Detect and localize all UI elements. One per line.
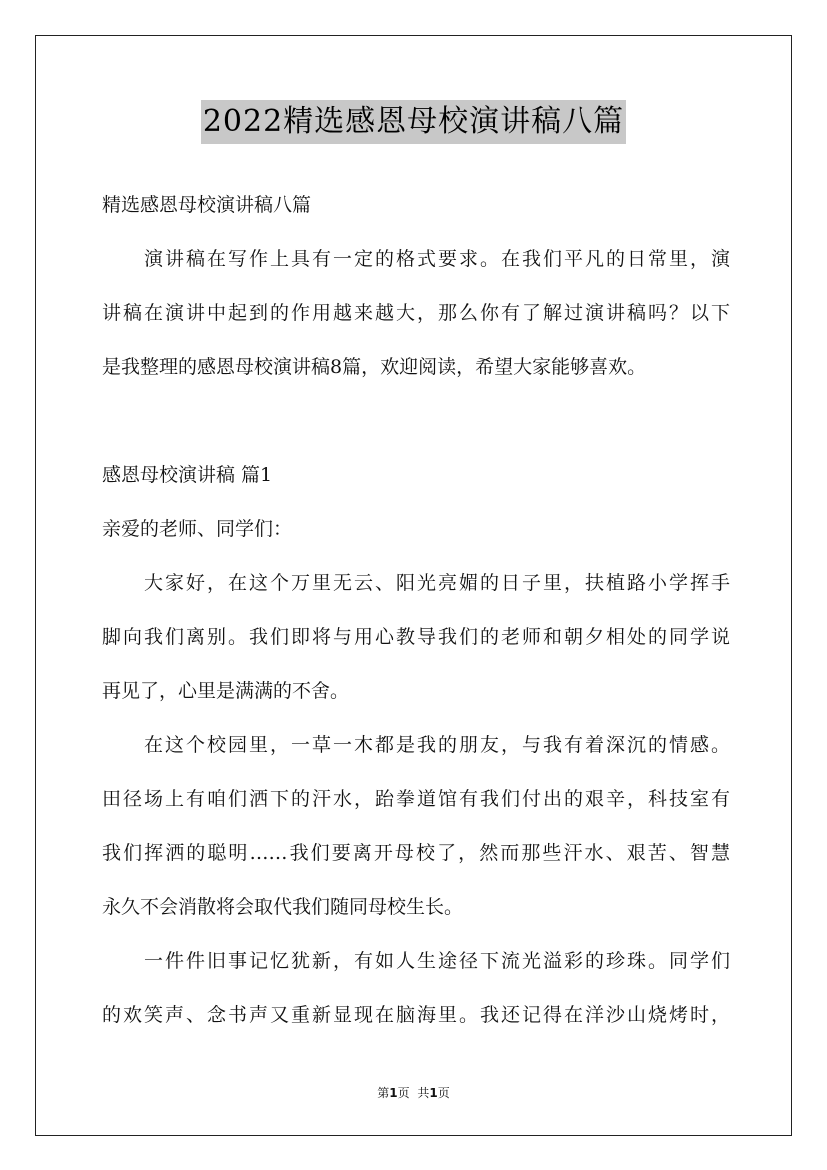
paragraph-line: 一件件旧事记忆犹新，有如人生途径下流光溢彩的珍珠。同学们	[144, 950, 730, 972]
paragraph-1	[102, 556, 730, 718]
document-subtitle: 精选感恩母校演讲稿八篇	[102, 194, 312, 216]
footer-total-prefix: 共	[417, 1086, 430, 1100]
paragraph-line: 脚向我们离别。我们即将与用心教导我们的老师和朝夕相处的同学说	[102, 626, 730, 648]
greeting: 亲爱的老师、同学们：	[102, 518, 293, 540]
page-footer	[0, 1084, 827, 1101]
paragraph-2	[102, 718, 730, 934]
paragraph-line: 我们挥洒的聪明……我们要离开母校了，然而那些汗水、艰苦、智慧	[102, 842, 730, 864]
document-body	[102, 178, 730, 1042]
intro-line: 演讲稿在写作上具有一定的格式要求。在我们平凡的日常里，演	[144, 248, 730, 270]
footer-page-word: 页	[397, 1086, 410, 1100]
blank-line	[102, 394, 730, 448]
document-title	[0, 100, 827, 144]
paragraph-line: 的欢笑声、念书声又重新显现在脑海里。我还记得在洋沙山烧烤时，	[102, 1004, 730, 1026]
intro-paragraph	[102, 232, 730, 394]
paragraph-line: 在这个校园里，一草一木都是我的朋友，与我有着深沉的情感。	[144, 734, 730, 756]
paragraph-line: 田径场上有咱们洒下的汗水，跆拳道馆有我们付出的艰辛，科技室有	[102, 788, 730, 810]
document-title-text: 2022精选感恩母校演讲稿八篇	[201, 100, 626, 144]
paragraph-3	[102, 934, 730, 1042]
footer-page-number: 1	[389, 1086, 398, 1100]
footer-page-prefix: 第	[377, 1086, 390, 1100]
intro-line: 是我整理的感恩母校演讲稿8篇，欢迎阅读，希望大家能够喜欢。	[102, 356, 647, 378]
intro-line: 讲稿在演讲中起到的作用越来越大，那么你有了解过演讲稿吗？以下	[102, 302, 730, 324]
footer-total-word: 页	[437, 1086, 450, 1100]
paragraph-line: 永久不会消散将会取代我们随同母校生长。	[102, 896, 464, 918]
paragraph-line: 再见了，心里是满满的不舍。	[102, 680, 350, 702]
footer-total-pages: 1	[429, 1086, 438, 1100]
paragraph-line: 大家好，在这个万里无云、阳光亮媚的日子里，扶植路小学挥手	[144, 572, 730, 594]
section-heading: 感恩母校演讲稿 篇1	[102, 464, 273, 486]
